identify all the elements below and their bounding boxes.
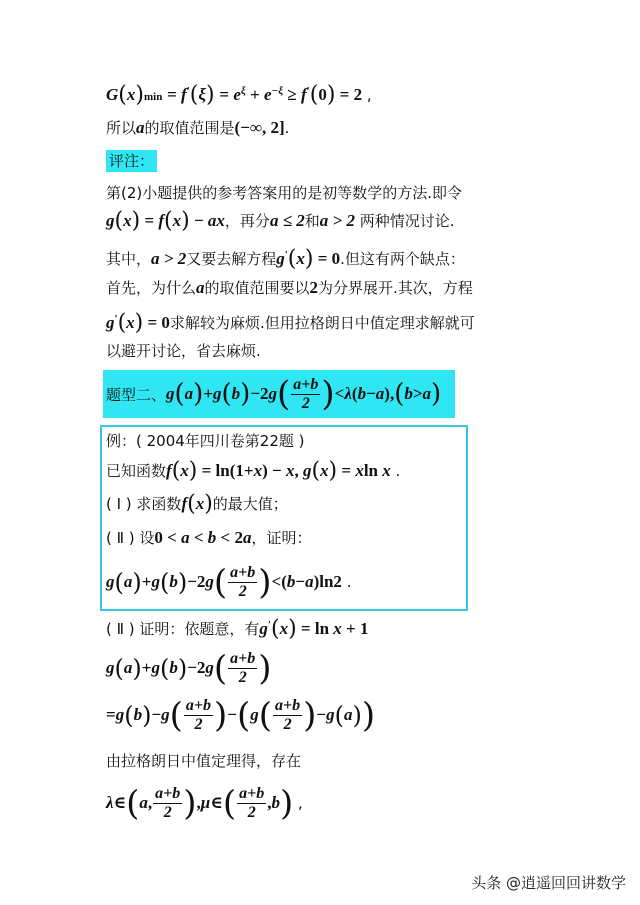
watermark: 头条 @逍遥回回讲数学 [471, 874, 626, 892]
example-q2-formula: g(a)+g(b)−2g( $\frac{a+b}{2}$ )<(b−a)ln2 . [106, 562, 352, 603]
proof-line-3: =g(b)−g( $\frac{a+b}{2}$ )−(g( $\frac{a+b}{2}$ )−g(a)) [106, 695, 376, 736]
example-given: 已知函数f(x) = ln(1+x) − x, g(x) = xln x . [106, 458, 401, 484]
para-line-2: g(x) = f(x) − ax，再分a ≤ 2和a > 2 两种情况讨论. [106, 208, 455, 234]
comment-label: 评注： [106, 150, 157, 172]
fraction: $\frac{a+b}{2}$ [239, 785, 265, 821]
para-line-1: 第(2)小题提供的参考答案用的是初等数学的方法.即令 [106, 184, 463, 202]
fraction: $\frac{a+b}{2}$ [185, 697, 212, 733]
proof-line-2: g(a)+g(b)−2g( $\frac{a+b}{2}$ ) [106, 648, 272, 689]
type2-heading: 题型二、 g ( a ) + g ( b ) −2 g ( $\frac{a+b}{2}$ ) < λ ( b − a ) , ( b > a ) [103, 370, 455, 418]
range-line: 所以a的取值范围是(−∞, 2]. [106, 118, 290, 137]
formula-line-1: $G(x)\min = f'(\xi) = e^\xi + e^{-\xi} \ge f'(0) = 2$ , [106, 82, 372, 108]
para-line-6: 以避开讨论，省去麻烦. [106, 342, 261, 360]
example-title: 例：( 2004年四川卷第22题 ) [106, 432, 305, 450]
proof-line-4: 由拉格朗日中值定理得，存在 [106, 752, 302, 770]
fraction: $\frac{a+b}{2}$ [230, 650, 256, 686]
para-line-3: 其中，a > 2又要去解方程g'(x) = 0.但这有两个缺点： [106, 246, 465, 272]
fraction: $\frac{a+b}{2}$ [275, 697, 301, 733]
fraction: $\frac{a+b}{2}$ [230, 564, 256, 600]
proof-line-5: λ∈(a, $\frac{a+b}{2}$ ),μ∈( $\frac{a+b}{2}$ ,b) , [106, 783, 303, 824]
fraction: $\frac{a+b}{2}$ [155, 785, 181, 821]
proof-line-1: ( Ⅱ ) 证明：依题意，有g'(x) = ln x + 1 [106, 616, 369, 642]
example-q2: ( Ⅱ ) 设0 < a < b < 2a，证明： [106, 528, 312, 547]
example-q1: ( Ⅰ ) 求函数f(x)的最大值； [106, 491, 288, 517]
para-line-5: g'(x) = 0求解较为麻烦.但用拉格朗日中值定理求解就可 [106, 310, 475, 336]
fraction-a-plus-b-over-2: $\frac{a+b}{2}$ [293, 375, 319, 412]
para-line-4: 首先，为什么a的取值范围要以2为分界展开.其次，方程 [106, 278, 473, 297]
